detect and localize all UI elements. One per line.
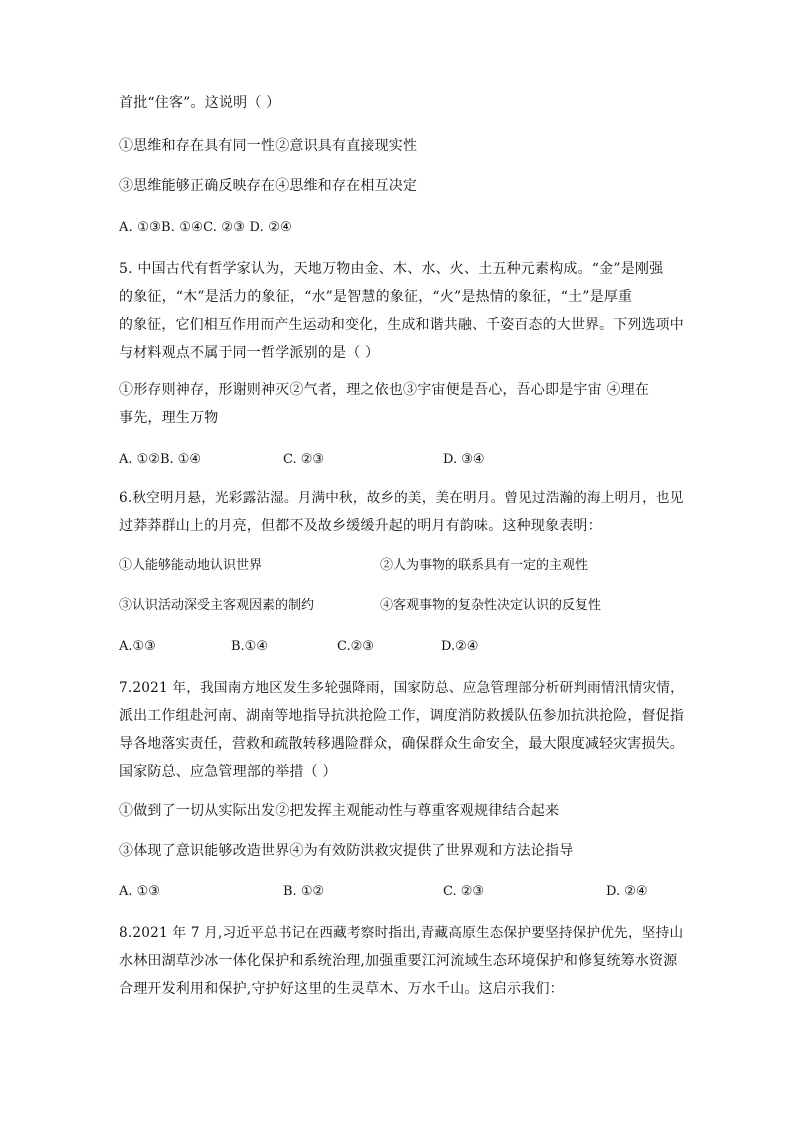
q5-stem-line-3: 的象征，它们相互作用而产生运动和变化，生成和谐共融、千姿百态的大世界。下列选项中	[119, 317, 684, 333]
q7-option-b: B. ①②	[283, 884, 325, 899]
q6-option-a: A.①③	[119, 639, 156, 654]
q5-option-ab: A. ①②B. ①④	[119, 452, 202, 467]
q4-options: A. ①③B. ①④C. ②③ D. ②④	[119, 220, 293, 235]
q5-option-c: C. ②③	[283, 452, 325, 467]
q7-stem-line-4: 国家防总、应急管理部的举措（ ）	[119, 764, 337, 780]
q6-item-2: ②人为事物的联系具有一定的主观性	[380, 558, 589, 573]
q8-stem-line-1: 8.2021 年 7 月,习近平总书记在西藏考察时指出,青藏高原生态保护要坚持保护优先，坚持山	[119, 925, 684, 941]
q4-items-line-1: ①思维和存在具有同一性②意识具有直接现实性	[119, 138, 418, 154]
q4-items-line-2: ③思维能够正确反映存在④思维和存在相互决定	[119, 178, 418, 194]
q7-items-line-1: ①做到了一切从实际出发②把发挥主观能动性与尊重客观规律结合起来	[119, 803, 560, 819]
q6-option-d: D.②④	[441, 639, 479, 654]
q7-stem-line-3: 导各地落实责任，营救和疏散转移遇险群众，确保群众生命安全，最大限度减轻灾害损失。	[119, 736, 684, 752]
q8-stem-line-2: 水林田湖草沙冰一体化保护和系统治理,加强重要江河流域生态环境保护和修复统筹水资源	[119, 953, 678, 969]
q5-items-line-1: ①形存则神存，形谢则神灭②气者，理之依也③宇宙便是吾心，吾心即是宇宙 ④理在	[119, 382, 650, 398]
q6-item-3: ③认识活动深受主客观因素的制约	[119, 598, 315, 613]
q5-items-line-2: 事先，理生万物	[119, 410, 219, 426]
q5-option-d: D. ③④	[443, 452, 485, 467]
q5-stem-line-4: 与材料观点不属于同一哲学派别的是（ ）	[119, 345, 380, 361]
q6-option-b: B.①④	[231, 639, 268, 654]
q7-stem-line-1: 7.2021 年，我国南方地区发生多轮强降雨，国家防总、应急管理部分析研判雨情汛情灾情，	[119, 680, 684, 696]
q4-stem-tail: 首批“住客”。这说明（ ）	[119, 95, 281, 111]
q7-option-d: D. ②④	[606, 884, 648, 899]
q7-stem-line-2: 派出工作组赴河南、湖南等地指导抗洪抢险工作，调度消防救援队伍参加抗洪抢险，督促指	[119, 708, 684, 724]
q5-stem-line-1: 5. 中国古代有哲学家认为，天地万物由金、木、水、火、土五种元素构成。“金”是刚强	[119, 261, 664, 277]
q7-items-line-2: ③体现了意识能够改造世界④为有效防洪救灾提供了世界观和方法论指导	[119, 843, 574, 859]
q6-option-c: C.②③	[337, 639, 374, 654]
q6-item-4: ④客观事物的复杂性决定认识的反复性	[380, 598, 602, 613]
q8-stem-line-3: 合理开发利用和保护,守护好这里的生灵草木、万水千山。这启示我们：	[119, 981, 564, 997]
q6-stem-line-1: 6.秋空明月悬，光彩露沾湿。月满中秋，故乡的美，美在明月。曾见过浩瀚的海上明月，也见	[119, 490, 684, 506]
q7-option-c: C. ②③	[443, 884, 485, 899]
q6-stem-line-2: 过莽莽群山上的月亮，但都不及故乡缓缓升起的明月有韵味。这种现象表明：	[119, 518, 602, 534]
q5-stem-line-2: 的象征，“木”是活力的象征，“水”是智慧的象征，“火”是热情的象征，“土”是厚重	[119, 289, 633, 305]
q6-item-1: ①人能够能动地认识世界	[119, 558, 263, 573]
q7-option-a: A. ①③	[119, 884, 160, 899]
